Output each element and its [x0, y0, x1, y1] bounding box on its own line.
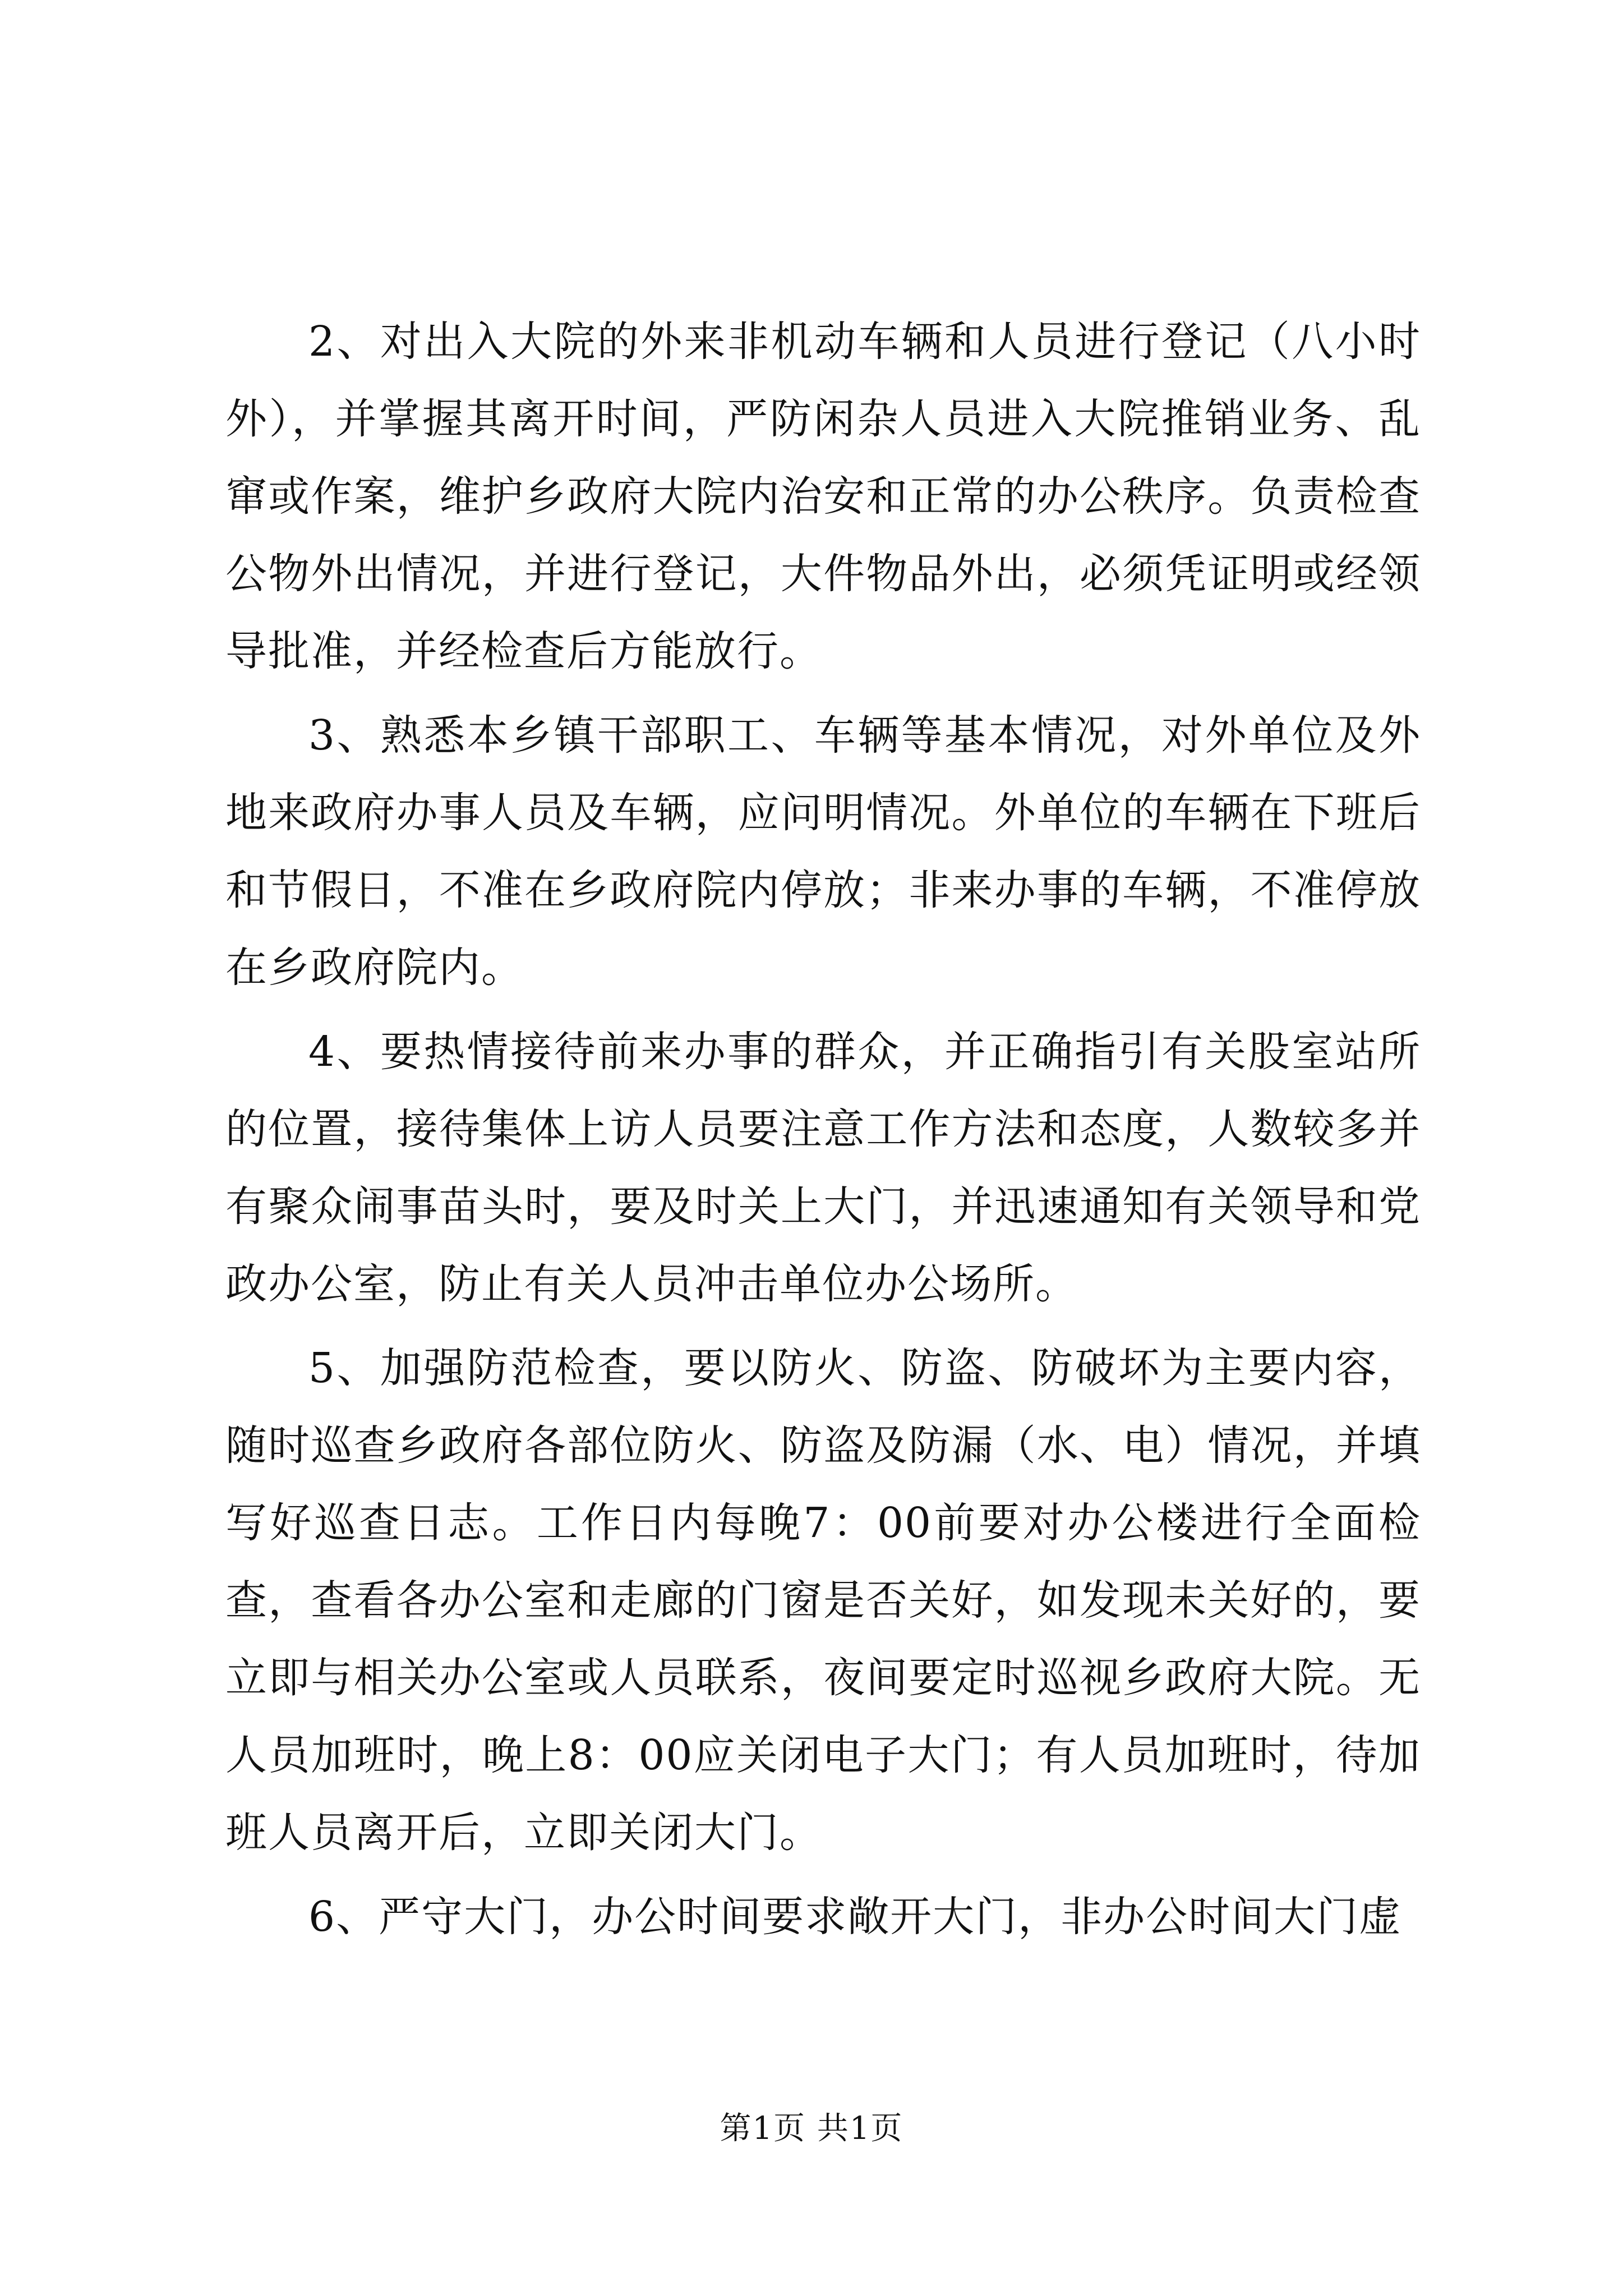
paragraph-item-6: 6、严守大门，办公时间要求敞开大门，非办公时间大门虚 [308, 1893, 1402, 1941]
paragraph-item-3: 3、熟悉本乡镇干部职工、车辆等基本情况，对外单位及外地来政府办事人员及车辆，应问明情况。外单位的车辆在下班后和节假日，不准在乡政府院内停放；非来办事的车辆，不准停放在乡政府院内。 [225, 711, 1421, 992]
paragraph-item-4: 4、要热情接待前来办事的群众，并正确指引有关股室站所的位置，接待集体上访人员要注意工作方法和态度，人数较多并有聚众闹事苗头时，要及时关上大门，并迅速通知有关领导和党政办公室，防止有关人员冲击单位办公场所。 [225, 1028, 1421, 1308]
document-body [225, 303, 1421, 1962]
page-footer [0, 2109, 1623, 2148]
page-number-label: 第1页 共1页 [720, 2110, 903, 2147]
paragraph-item-2: 2、对出入大院的外来非机动车辆和人员进行登记（八小时外），并掌握其离开时间，严防闲杂人员进入大院推销业务、乱窜或作案，维护乡政府大院内治安和正常的办公秩序。负责检查公物外出情况，并进行登记，大件物品外出，必须凭证明或经领导批准，并经检查后方能放行。 [225, 318, 1421, 675]
paragraph-item-5: 5、加强防范检查，要以防火、防盗、防破坏为主要内容，随时巡查乡政府各部位防火、防盗及防漏（水、电）情况，并填写好巡查日志。工作日内每晚7：00前要对办公楼进行全面检查，查看各办公室和走廊的门窗是否关好，如发现未关好的，要立即与相关办公室或人员联系，夜间要定时巡视乡政府大院。无人员加班时，晚上8：00应关闭电子大门；有人员加班时，待加班人员离开后，立即关闭大门。 [225, 1344, 1421, 1857]
